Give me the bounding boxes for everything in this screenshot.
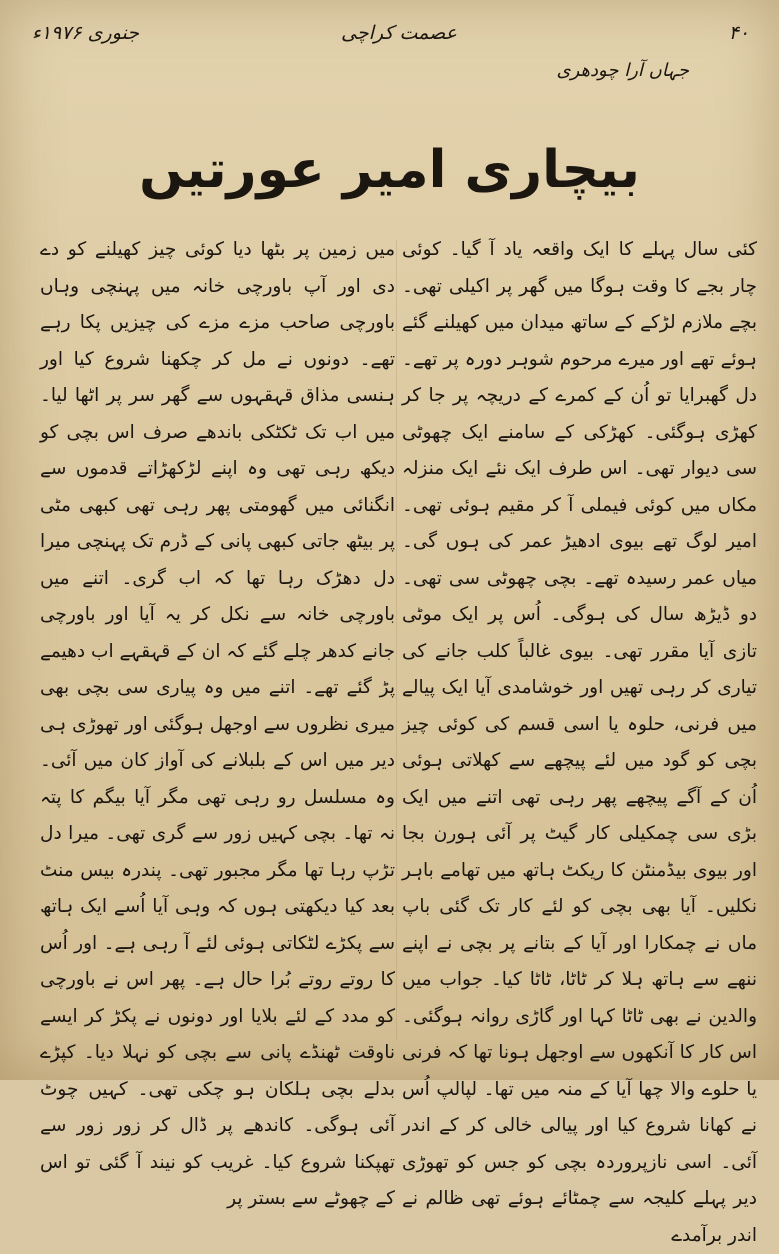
issue-date: جنوری ۱۹۷۶ء — [31, 22, 139, 44]
author-name: جہاں آرا چودھری — [556, 60, 689, 81]
magazine-name: عصمت کراچی — [341, 22, 457, 44]
article-column-left — [40, 232, 395, 1209]
page-header — [20, 18, 759, 58]
page-number: ۴۰ — [728, 22, 749, 44]
column-divider — [396, 240, 397, 1040]
article-column-right — [402, 232, 757, 1246]
column-right-text: کئی سال پہلے کا ایک واقعہ یاد آ گیا۔ کوئی چار بجے کا وقت ہوگا میں گھر پر اکیلی تھی۔ بچے ملازم لڑکے کے ساتھ میدان میں کھیلنے گئے ہوئے تھے اور میرے مرحوم شوہر دورہ پر تھے۔ دل گھبرایا تو اُن کے کمرے کے دریچہ پر جا کر کھڑی ہوگئی۔ کھڑکی کے سامنے ایک چھوٹی سی دیوار تھی۔ اس طرف ایک نئے ایک منزلہ مکاں میں کوئی فیملی آ کر مقیم ہوئی تھی۔ امیر لوگ تھے بیوی ادھیڑ عمر کی ہوں گی۔ میاں عمر رسیدہ تھے۔ بچی چھوٹی سی تھی۔ دو ڈیڑھ سال کی ہوگی۔ اُس پر ایک موٹی تازی آیا مقرر تھی۔ بیوی غالباً کلب جانے کی تیاری کر رہی تھیں اور خوشامدی آیا ایک پیالے میں فرنی، حلوہ یا اسی قسم کی کوئی چیز بچی کو گود میں لئے پیچھے سے کھلاتی ہوئی اُن کے آگے پیچھے پھر رہی تھی اتنے میں ایک بڑی سی چمکیلی کار گیٹ پر آئی ہورن بجا اور بیوی بیڈمنٹن کا ریکٹ ہاتھ میں تھامے باہر نکلیں۔ آیا بھی بچی کو لئے کار تک گئی باپ ماں نے چمکارا اور آیا کے بتانے پر بچی نے اپنے ننھے سے ہاتھ ہلا کر ٹاٹا، ٹاٹا کیا۔ جواب میں والدین نے بھی ٹاٹا کہا اور گاڑی روانہ ہوگئی۔ اس کار کا آنکھوں سے اوجھل ہونا تھا کہ فرنی یا حلوے والا چھا آیا کے منہ میں تھا۔ لپالپ اُس نے کھانا شروع کیا اور پیالی خالی کر کے اندر آئی۔ اسی نازپروردہ بچی کو جس کو تھوڑی دیر پہلے کلیجہ سے چمٹائے ہوئے تھی ظالم نے اندر برآمدے — [402, 239, 757, 1246]
article-title: بیچاری امیر عورتیں — [139, 140, 640, 200]
column-left-text: میں زمین پر بٹھا دیا کوئی چیز کھیلنے کو دے دی اور آپ باورچی خانہ میں پہنچی وہاں باورچی صاحب مزے مزے کی چیزیں پکا رہے تھے۔ دونوں نے مل کر چکھنا شروع کیا اور ہنسی مذاق قہقہوں سے گھر سر پر اٹھا لیا۔ میں اب تک ٹکٹکی باندھے صرف اس بچی کو دیکھ رہی تھی وہ اپنے لڑکھڑاتے قدموں سے انگنائی میں گھومتی پھر رہی تھی کبھی مٹی پر بیٹھ جاتی کبھی پانی کے ڈرم تک پہنچی میرا دل دھڑک رہا تھا کہ اب گری۔ اتنے میں باورچی خانہ سے نکل کر یہ آیا اور باورچی جانے کدھر چلے گئے کہ ان کے قہقہے اب دھیمے پڑ گئے تھے۔ اتنے میں وہ پیاری سی بچی بھی میری نظروں سے اوجھل ہوگئی اور تھوڑی ہی دیر میں اس کے بلبلانے کی آواز کان میں آئی۔ وہ مسلسل رو رہی تھی مگر آیا بیگم کا پتہ نہ تھا۔ بچی کہیں زور سے گری تھی۔ میرا دل تڑپ رہا تھا مگر مجبور تھی۔ پندرہ بیس منٹ بعد کیا دیکھتی ہوں کہ وہی آیا اُسے ایک ہاتھ سے پکڑے لٹکاتی ہوئی لئے آ رہی ہے۔ اور اُس کا روتے روتے بُرا حال ہے۔ پھر اس نے باورچی کو مدد کے لئے بلایا اور دونوں نے پکڑ کر ایسے ناوقت ٹھنڈے پانی سے بچی کو نہلا دیا۔ کپڑے بدلے بچی ہلکان ہو چکی تھی۔ کہیں چوٹ آئی ہوگی۔ کاندھے پر ڈال کر زور زور سے تھپکنا شروع کیا۔ غریب کو نیند آ گئی تو اس کے چھوٹے سے بستر پر — [40, 239, 395, 1209]
